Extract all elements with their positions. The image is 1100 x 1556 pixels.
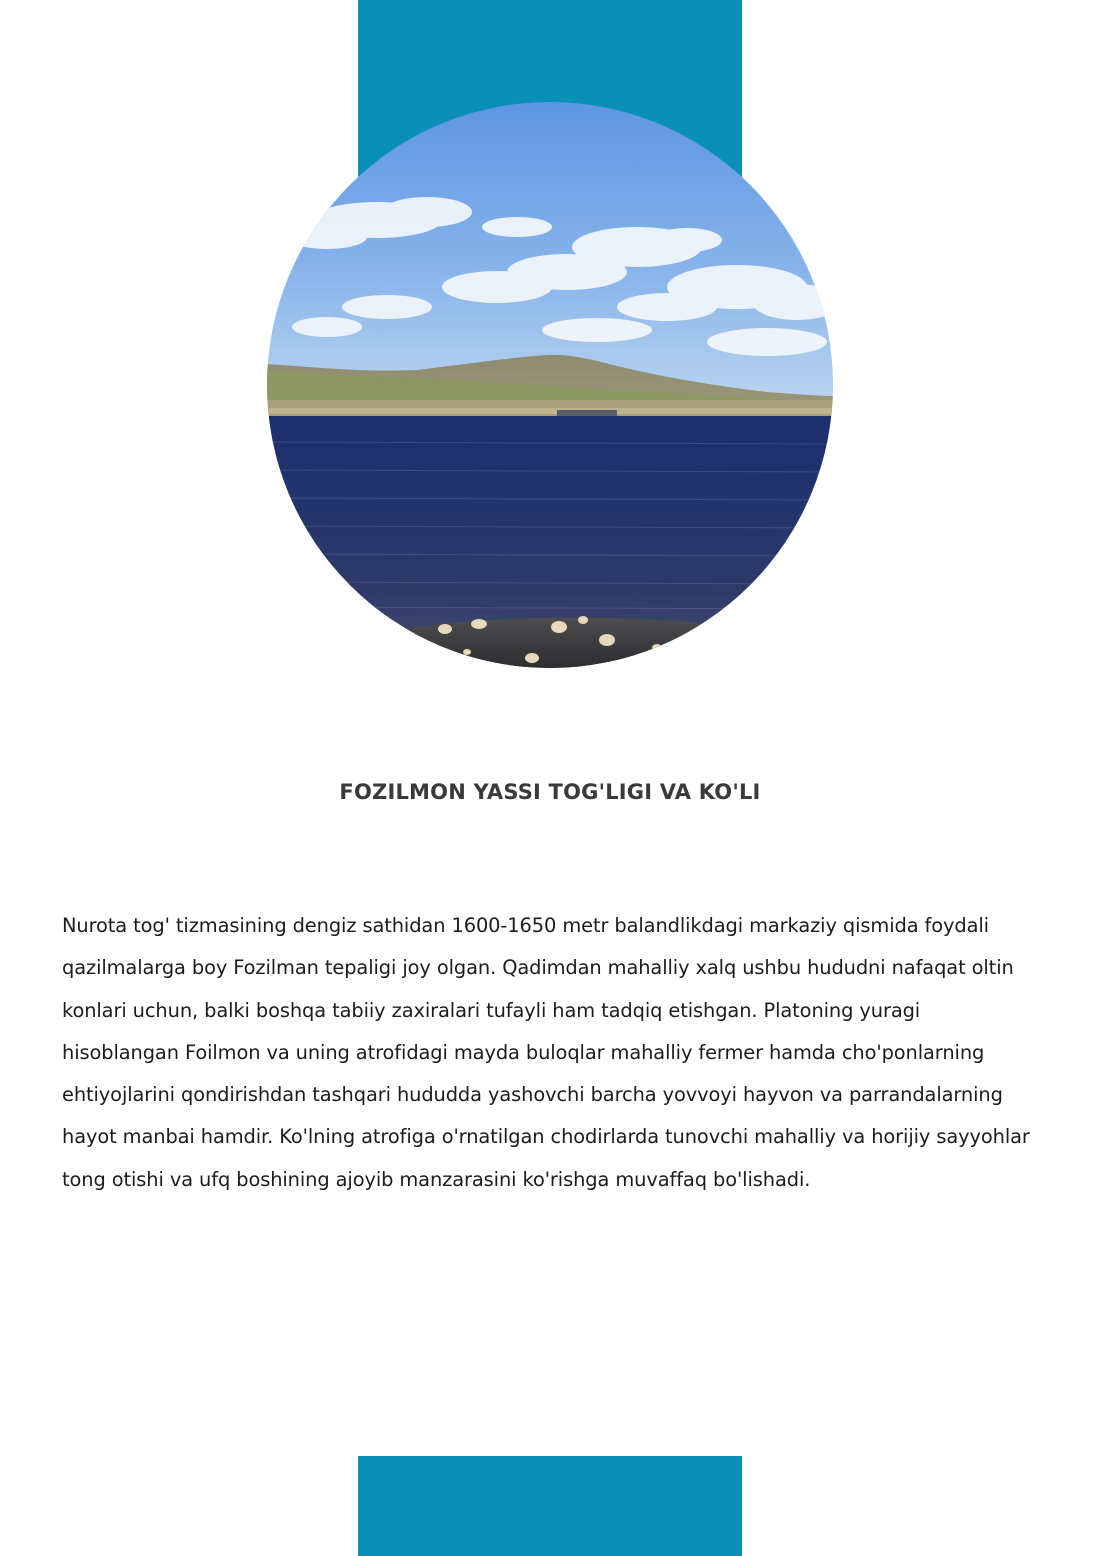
page-title: FOZILMON YASSI TOG'LIGI VA KO'LI [339,780,761,804]
lake-photo [267,102,833,668]
bottom-accent-band [358,1456,742,1556]
lake-landscape-image [267,102,833,668]
body-paragraph: Nurota tog' tizmasining dengiz sathidan 1600-1650 metr balandlikdagi markaziy qismida foydali qazilmalarga boy Fozilman tepaligi joy olgan. Qadimdan mahalliy xalq ushbu hududni nafaqat oltin konlari uchun, balki boshqa tabiiy zaxiralari tufayli ham tadqiq etishgan. Platoning yuragi hisoblangan Foilmon va uning atrofidagi mayda buloqlar mahalliy fermer hamda cho'ponlarning ehtiyojlarini qondirishdan tashqari hududda yashovchi barcha yovvoyi hayvon va parrandalarning hayot manbai hamdir. Ko'lning atrofiga o'rnatilgan chodirlarda tunovchi mahalliy va horijiy sayyohlar tong otishi va ufq boshining ajoyib manzarasini ko'rishga muvaffaq bo'lishadi. [62,914,1030,1191]
